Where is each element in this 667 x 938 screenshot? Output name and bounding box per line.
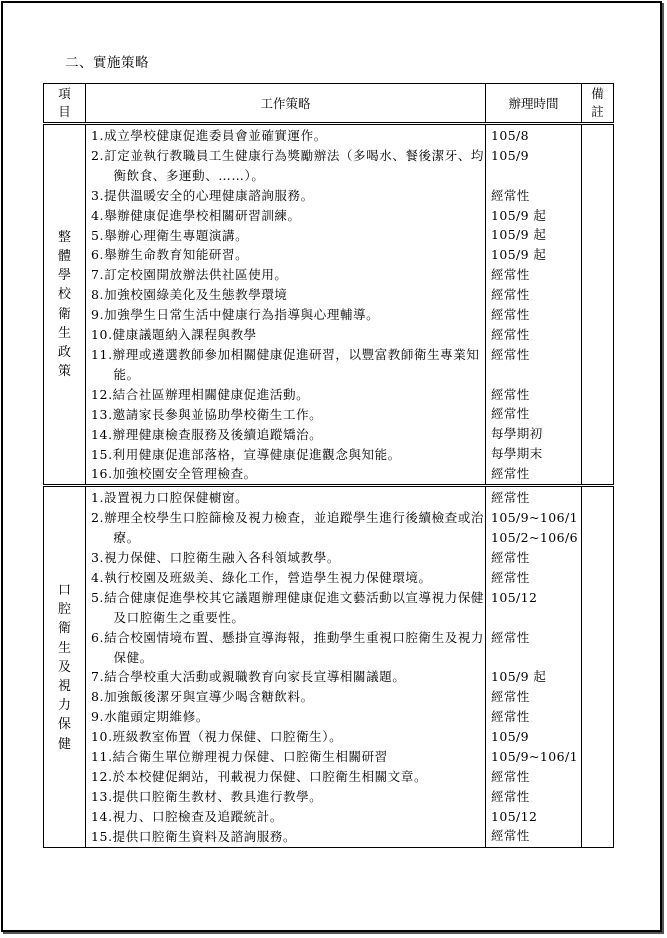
- strategy-item: 15.利用健康促進部落格，宣導健康促進觀念與知能。: [91, 446, 401, 462]
- strategy-item: 8.加強飯後潔牙與宣導少喝含糖飲料。: [91, 689, 314, 705]
- date-value: 經常性: [491, 689, 530, 705]
- date-value: [491, 365, 581, 385]
- category-char: 校: [57, 287, 71, 303]
- date-value: 經常性: [491, 287, 530, 303]
- date-value: [491, 647, 581, 667]
- date-list: [486, 486, 582, 848]
- category-char: 生: [57, 640, 71, 656]
- strategy-item: 14.辦理健康檢查服務及後續追蹤矯治。: [91, 426, 323, 442]
- date-value: 經常性: [491, 490, 530, 506]
- strategy-item: 6.舉辦生命教育知能研習。: [91, 247, 249, 263]
- section-oral-vision-health: [44, 486, 614, 848]
- table-row: [44, 124, 614, 486]
- date-value: 經常性: [491, 326, 530, 342]
- category-char: 生: [57, 325, 71, 341]
- date-value: 經常性: [491, 187, 530, 203]
- category-char: 整: [57, 229, 71, 245]
- category-char: 體: [57, 249, 71, 265]
- strategy-table: [43, 83, 614, 848]
- strategy-item: 3.視力保健、口腔衛生融入各科領域教學。: [91, 550, 340, 566]
- date-value: 105/9 起: [491, 247, 547, 263]
- date-value: 經常性: [491, 709, 530, 725]
- strategy-item: 13.邀請家長參與並協助學校衛生工作。: [91, 406, 323, 422]
- date-value: 每學期末: [491, 446, 543, 462]
- strategy-item: 12.結合社區辦理相關健康促進活動。: [91, 386, 310, 402]
- category-char: 政: [57, 345, 71, 361]
- date-value: [491, 608, 581, 628]
- strategy-item: 4.舉辦健康促進學校相關研習訓練。: [91, 207, 301, 223]
- category-char: 策: [57, 364, 71, 380]
- category-char: 學: [57, 268, 71, 284]
- strategy-item: 5.結合健康促進學校其它議題辦理健康促進文藝活動以宣導視力保健及口腔衛生之重要性。: [91, 589, 485, 625]
- date-value: 經常性: [491, 466, 530, 482]
- category-char: 保: [57, 717, 71, 733]
- strategy-item: 15.提供口腔衛生資料及諮詢服務。: [91, 828, 297, 844]
- strategy-item: 10.健康議題納入課程與教學: [91, 327, 257, 343]
- strategy-item: 11.結合衛生單位辦理視力保健、口腔衛生相關研習: [91, 749, 388, 765]
- category-char: 衛: [57, 306, 71, 322]
- date-value: 105/9 起: [491, 227, 547, 243]
- header-time: 辦理時間: [486, 84, 582, 124]
- strategy-item: 9.加強學生日常生活中健康行為指導與心理輔導。: [91, 307, 380, 323]
- strategy-item: 1.成立學校健康促進委員會並確實運作。: [91, 128, 327, 143]
- header-remarks: 備 註: [582, 84, 614, 124]
- category-char: 及: [57, 659, 71, 675]
- date-value: 經常性: [491, 307, 530, 323]
- remarks-cell: [582, 486, 614, 848]
- strategy-item: 10.班級教室佈置（視力保健、口腔衛生）。: [91, 729, 343, 745]
- strategy-item: 6.結合校園情境布置、懸掛宣導海報，推動學生重視口腔衛生及視力保健。: [91, 629, 485, 665]
- strategy-item: 9.水龍頭定期維修。: [91, 709, 209, 725]
- date-value: 105/9: [491, 729, 530, 744]
- strategy-list: [86, 486, 486, 848]
- header-item: 項 目: [44, 84, 86, 124]
- category-char: 健: [57, 736, 71, 752]
- strategy-item: 16.加強校園安全管理檢查。: [91, 466, 257, 482]
- date-value: 105/8: [491, 128, 530, 143]
- date-value: 經常性: [491, 788, 530, 804]
- strategy-item: 11.辦理或遴選教師參加相關健康促進研習，以豐富教師衛生專業知能。: [91, 346, 480, 382]
- date-value: 每學期初: [491, 426, 543, 442]
- date-list: [486, 124, 582, 486]
- strategy-item: 8.加強校園綠美化及生態教學環境: [91, 287, 288, 303]
- date-value: 經常性: [491, 406, 530, 422]
- strategy-item: 12.於本校健促網站，刊載視力保健、口腔衛生相關文章。: [91, 769, 428, 784]
- date-value: 105/2~106/6: [491, 530, 578, 546]
- date-value: 經常性: [491, 828, 530, 844]
- category-label: [44, 486, 86, 848]
- date-value: 105/9~106/1: [491, 748, 578, 764]
- strategy-item: 13.提供口腔衛生教材、教具進行教學。: [91, 788, 323, 804]
- category-char: 視: [57, 678, 71, 694]
- strategy-item: 2.辦理全校學生口腔篩檢及視力檢查，並追蹤學生進行後續檢查或治療。: [91, 510, 485, 546]
- header-strategy: 工作策略: [86, 84, 486, 124]
- date-value: 經常性: [491, 629, 530, 645]
- date-value: [491, 166, 581, 186]
- date-value: 105/9 起: [491, 207, 547, 223]
- strategy-item: 2.訂定並執行教職員工生健康行為獎勵辦法（多喝水、餐後潔牙、均衡飲食、多運動、……）。: [91, 147, 485, 183]
- section-heading: 二、實施策略: [65, 55, 149, 71]
- strategy-item: 3.提供溫暖安全的心理健康諮詢服務。: [91, 187, 314, 203]
- strategy-item: 1.設置視力口腔保健櫥窗。: [91, 490, 249, 506]
- strategy-item: 4.執行校園及班級美、綠化工作，營造學生視力保健環境。: [91, 569, 432, 585]
- table-row: [44, 486, 614, 848]
- date-value: 105/12: [491, 589, 538, 605]
- category-char: 口: [57, 582, 71, 598]
- date-value: 經常性: [491, 768, 530, 784]
- date-value: 經常性: [491, 549, 530, 565]
- date-value: 經常性: [491, 267, 530, 283]
- category-char: 力: [57, 698, 71, 714]
- date-value: 105/12: [491, 808, 538, 824]
- date-value: 經常性: [491, 569, 530, 585]
- remarks-cell: [582, 124, 614, 486]
- table-header-row: [44, 84, 614, 124]
- document-page: [1, 1, 662, 932]
- strategy-item: 7.結合學校重大活動或親職教育向家長宣導相關議題。: [91, 669, 406, 685]
- category-char: 腔: [57, 602, 71, 618]
- strategy-list: [86, 124, 486, 486]
- category-label: [44, 124, 86, 486]
- strategy-item: 14.視力、口腔檢查及追蹤統計。: [91, 808, 283, 824]
- date-value: 經常性: [491, 346, 530, 362]
- section-school-health-policy: [44, 124, 614, 486]
- date-value: 105/9: [491, 147, 530, 163]
- strategy-item: 7.訂定校園開放辦法供社區使用。: [91, 267, 288, 283]
- date-value: 經常性: [491, 386, 530, 402]
- date-value: 105/9 起: [491, 669, 547, 685]
- strategy-item: 5.舉辦心理衛生專題演講。: [91, 227, 249, 243]
- date-value: 105/9~106/1: [491, 510, 578, 526]
- category-char: 衛: [57, 621, 71, 637]
